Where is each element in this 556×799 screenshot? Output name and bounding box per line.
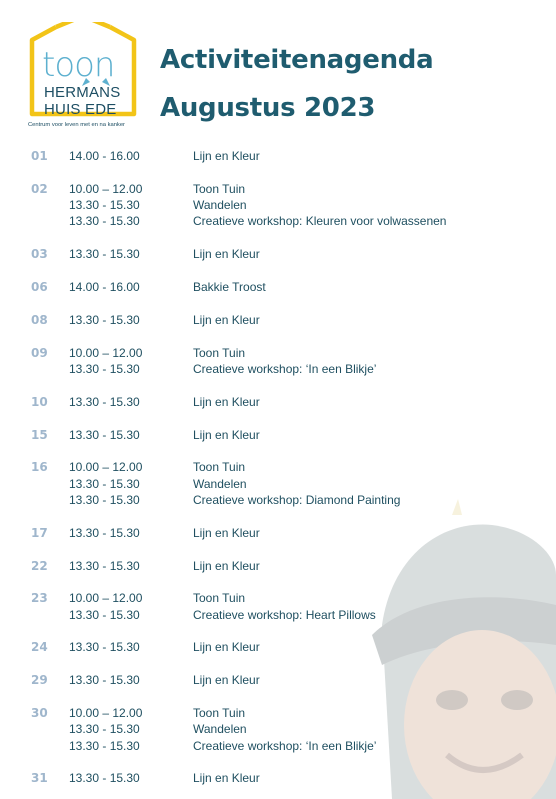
item-time: 13.30 - 15.30	[69, 247, 140, 262]
item-activity: Toon Tuin	[193, 460, 246, 475]
day-number: 17	[31, 525, 48, 540]
agenda-item	[0, 312, 556, 328]
item-time: 10.00 – 12.00	[69, 181, 143, 196]
item-activity: Wandelen	[193, 198, 247, 213]
day-number: 31	[31, 771, 48, 786]
agenda-item	[0, 361, 556, 377]
toon-hermans-huis-logo	[28, 22, 138, 138]
item-activity: Toon Tuin	[193, 706, 246, 720]
logo-toon-text: toon	[42, 45, 115, 85]
item-activity: Lijn en Kleur	[193, 427, 260, 442]
item-time: 13.30 - 15.30	[69, 492, 140, 507]
day-number: 09	[31, 345, 48, 360]
day-number: 23	[31, 591, 48, 606]
item-activity: Lijn en Kleur	[193, 394, 260, 409]
item-activity: Creatieve workshop: Heart Pillows	[193, 607, 376, 622]
item-time: 13.30 - 15.30	[69, 738, 140, 753]
item-activity: Wandelen	[193, 722, 247, 737]
day-number: 29	[31, 673, 48, 688]
item-activity: Lijn en Kleur	[193, 525, 260, 540]
agenda-item	[0, 476, 556, 492]
agenda-item	[0, 525, 556, 541]
item-activity: Lijn en Kleur	[193, 771, 260, 786]
day-number: 06	[31, 280, 48, 294]
item-activity: Lijn en Kleur	[193, 247, 260, 262]
item-activity: Lijn en Kleur	[193, 673, 260, 688]
agenda-item	[0, 705, 556, 721]
agenda-item	[0, 770, 556, 786]
item-activity: Lijn en Kleur	[193, 640, 260, 655]
item-time: 14.00 - 16.00	[69, 280, 140, 294]
agenda-item	[0, 607, 556, 623]
item-time: 13.30 - 15.30	[69, 394, 140, 409]
item-time: 13.30 - 15.30	[69, 558, 140, 573]
item-activity: Creatieve workshop: ‘In een Blikje’	[193, 738, 377, 753]
logo-tagline: Centrum voor leven met en na kanker	[28, 122, 125, 128]
item-time: 13.30 - 15.30	[69, 198, 140, 213]
agenda-item	[0, 492, 556, 508]
page-subtitle: Augustus 2023	[160, 93, 376, 123]
item-time: 14.00 - 16.00	[69, 149, 140, 163]
item-time: 13.30 - 15.30	[69, 722, 140, 737]
agenda-item	[0, 148, 556, 164]
item-time: 13.30 - 15.30	[69, 771, 140, 786]
agenda-item	[0, 672, 556, 688]
agenda-item	[0, 279, 556, 295]
day-number: 30	[31, 706, 48, 720]
item-activity: Toon Tuin	[193, 591, 246, 606]
item-time: 13.30 - 15.30	[69, 427, 140, 442]
agenda-item	[0, 181, 556, 197]
item-time: 10.00 – 12.00	[69, 706, 143, 720]
agenda-item	[0, 394, 556, 410]
item-activity: Lijn en Kleur	[193, 149, 260, 163]
agenda-item	[0, 558, 556, 574]
agenda-item	[0, 213, 556, 229]
item-time: 13.30 - 15.30	[69, 640, 140, 655]
day-number: 24	[31, 640, 48, 655]
item-activity: Creatieve workshop: Kleuren voor volwassenen	[193, 214, 447, 229]
item-activity: Creatieve workshop: ‘In een Blikje’	[193, 361, 377, 376]
agenda-item	[0, 345, 556, 361]
page-title: Activiteitenagenda	[160, 45, 434, 75]
item-time: 13.30 - 15.30	[69, 361, 140, 376]
item-activity: Toon Tuin	[193, 181, 246, 196]
item-time: 13.30 - 15.30	[69, 525, 140, 540]
day-number: 16	[31, 460, 48, 475]
item-time: 10.00 – 12.00	[69, 345, 143, 360]
logo-hermans-text: HERMANS	[44, 84, 121, 101]
item-time: 10.00 – 12.00	[69, 591, 143, 606]
day-number: 08	[31, 312, 48, 327]
item-time: 13.30 - 15.30	[69, 312, 140, 327]
agenda-item	[0, 246, 556, 262]
day-number: 01	[31, 149, 48, 163]
agenda-item	[0, 427, 556, 443]
day-number: 10	[31, 394, 48, 409]
day-number: 03	[31, 247, 48, 262]
agenda-item	[0, 721, 556, 737]
day-number: 02	[31, 181, 48, 196]
agenda-item	[0, 590, 556, 606]
item-activity: Lijn en Kleur	[193, 312, 260, 327]
day-number: 22	[31, 558, 48, 573]
item-activity: Wandelen	[193, 476, 247, 491]
agenda-item	[0, 197, 556, 213]
agenda-item	[0, 639, 556, 655]
item-activity: Toon Tuin	[193, 345, 246, 360]
item-activity: Bakkie Troost	[193, 280, 266, 294]
item-activity: Lijn en Kleur	[193, 558, 260, 573]
item-time: 13.30 - 15.30	[69, 607, 140, 622]
agenda-item	[0, 459, 556, 475]
item-activity: Creatieve workshop: Diamond Painting	[193, 492, 401, 507]
logo-huis-ede-text: HUIS EDE	[44, 101, 117, 118]
item-time: 13.30 - 15.30	[69, 214, 140, 229]
item-time: 10.00 – 12.00	[69, 460, 143, 475]
day-number: 15	[31, 427, 48, 442]
item-time: 13.30 - 15.30	[69, 476, 140, 491]
agenda-item	[0, 738, 556, 754]
item-time: 13.30 - 15.30	[69, 673, 140, 688]
